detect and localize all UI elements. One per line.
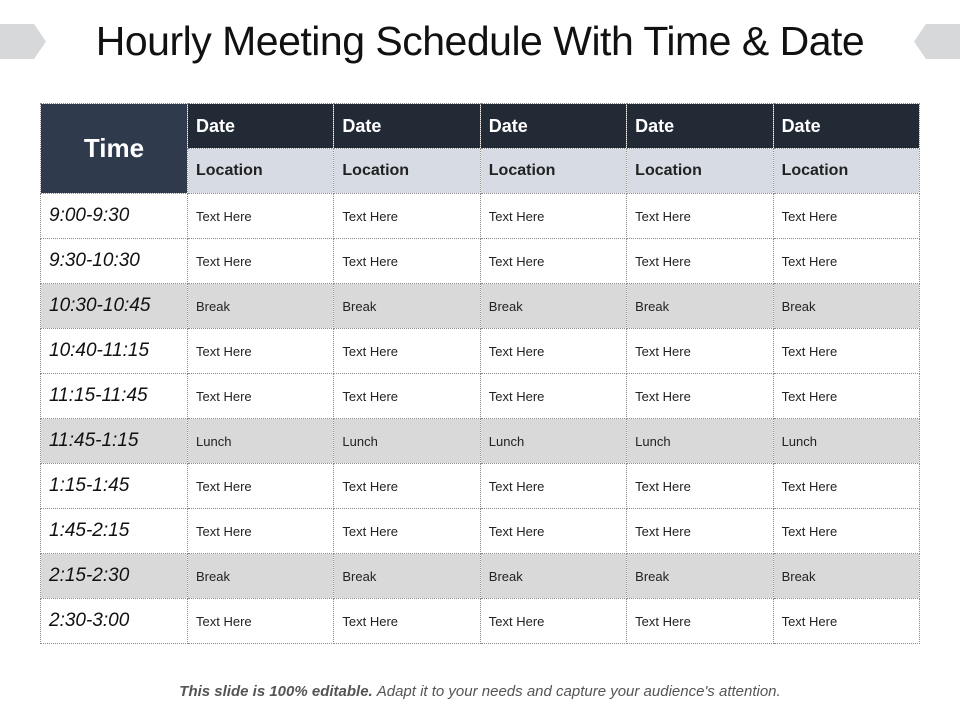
schedule-cell: Text Here xyxy=(480,239,626,284)
location-header: Location xyxy=(773,149,919,194)
table-row xyxy=(41,284,920,329)
schedule-cell: Lunch xyxy=(773,419,919,464)
schedule-cell: Text Here xyxy=(480,194,626,239)
schedule-cell: Break xyxy=(188,284,334,329)
schedule-cell: Lunch xyxy=(334,419,480,464)
time-slot-cell: 10:30-10:45 xyxy=(41,284,188,329)
schedule-cell: Break xyxy=(334,284,480,329)
schedule-cell: Text Here xyxy=(188,374,334,419)
footer-text: Adapt it to your needs and capture your audience's attention. xyxy=(376,683,781,700)
schedule-cell: Text Here xyxy=(188,194,334,239)
time-slot-cell: 11:45-1:15 xyxy=(41,419,188,464)
schedule-cell: Text Here xyxy=(627,239,773,284)
schedule-cell: Text Here xyxy=(627,464,773,509)
schedule-cell: Text Here xyxy=(334,329,480,374)
schedule-cell: Break xyxy=(773,284,919,329)
table-row xyxy=(41,554,920,599)
table-row xyxy=(41,239,920,284)
schedule-cell: Text Here xyxy=(188,599,334,644)
time-slot-cell: 10:40-11:15 xyxy=(41,329,188,374)
table-row xyxy=(41,464,920,509)
schedule-cell: Break xyxy=(627,284,773,329)
schedule-cell: Text Here xyxy=(480,509,626,554)
schedule-cell: Text Here xyxy=(773,194,919,239)
schedule-cell: Text Here xyxy=(627,374,773,419)
schedule-cell: Text Here xyxy=(773,239,919,284)
time-slot-cell: 1:45-2:15 xyxy=(41,509,188,554)
schedule-cell: Break xyxy=(480,554,626,599)
time-slot-cell: 9:30-10:30 xyxy=(41,239,188,284)
schedule-cell: Text Here xyxy=(480,374,626,419)
table-row xyxy=(41,509,920,554)
schedule-cell: Text Here xyxy=(334,374,480,419)
time-slot-cell: 2:30-3:00 xyxy=(41,599,188,644)
schedule-cell: Text Here xyxy=(188,509,334,554)
schedule-cell: Text Here xyxy=(627,329,773,374)
table-row xyxy=(41,599,920,644)
time-slot-cell: 11:15-11:45 xyxy=(41,374,188,419)
schedule-cell: Lunch xyxy=(188,419,334,464)
schedule-cell: Text Here xyxy=(188,329,334,374)
date-header: Date xyxy=(480,104,626,149)
date-header-row xyxy=(41,104,920,149)
schedule-cell: Text Here xyxy=(773,329,919,374)
footer-note xyxy=(0,683,960,700)
date-header: Date xyxy=(188,104,334,149)
time-column-header: Time xyxy=(41,104,188,194)
date-header: Date xyxy=(773,104,919,149)
schedule-cell: Text Here xyxy=(188,239,334,284)
schedule-cell: Text Here xyxy=(480,329,626,374)
time-slot-cell: 9:00-9:30 xyxy=(41,194,188,239)
schedule-cell: Text Here xyxy=(773,509,919,554)
schedule-cell: Break xyxy=(334,554,480,599)
schedule-cell: Text Here xyxy=(480,599,626,644)
schedule-cell: Text Here xyxy=(773,599,919,644)
schedule-cell: Text Here xyxy=(334,239,480,284)
schedule-cell: Text Here xyxy=(480,464,626,509)
time-slot-cell: 2:15-2:30 xyxy=(41,554,188,599)
location-header: Location xyxy=(188,149,334,194)
location-header: Location xyxy=(627,149,773,194)
schedule-body xyxy=(41,194,920,644)
schedule-cell: Text Here xyxy=(773,464,919,509)
table-row xyxy=(41,419,920,464)
schedule-cell: Text Here xyxy=(627,509,773,554)
location-header: Location xyxy=(480,149,626,194)
footer-bold-text: This slide is 100% editable. xyxy=(179,683,373,700)
schedule-cell: Text Here xyxy=(334,509,480,554)
schedule-cell: Text Here xyxy=(773,374,919,419)
time-slot-cell: 1:15-1:45 xyxy=(41,464,188,509)
location-header: Location xyxy=(334,149,480,194)
schedule-cell: Text Here xyxy=(627,194,773,239)
schedule-cell: Break xyxy=(480,284,626,329)
schedule-table xyxy=(40,103,920,644)
schedule-cell: Text Here xyxy=(334,599,480,644)
schedule-cell: Break xyxy=(627,554,773,599)
schedule-cell: Text Here xyxy=(334,194,480,239)
table-row xyxy=(41,194,920,239)
schedule-cell: Lunch xyxy=(627,419,773,464)
table-row xyxy=(41,329,920,374)
slide-title: Hourly Meeting Schedule With Time & Date xyxy=(95,18,865,64)
schedule-cell: Lunch xyxy=(480,419,626,464)
date-header: Date xyxy=(627,104,773,149)
table-row xyxy=(41,374,920,419)
date-header: Date xyxy=(334,104,480,149)
schedule-cell: Text Here xyxy=(627,599,773,644)
schedule-cell: Text Here xyxy=(188,464,334,509)
schedule-cell: Break xyxy=(188,554,334,599)
schedule-cell: Text Here xyxy=(334,464,480,509)
schedule-cell: Break xyxy=(773,554,919,599)
